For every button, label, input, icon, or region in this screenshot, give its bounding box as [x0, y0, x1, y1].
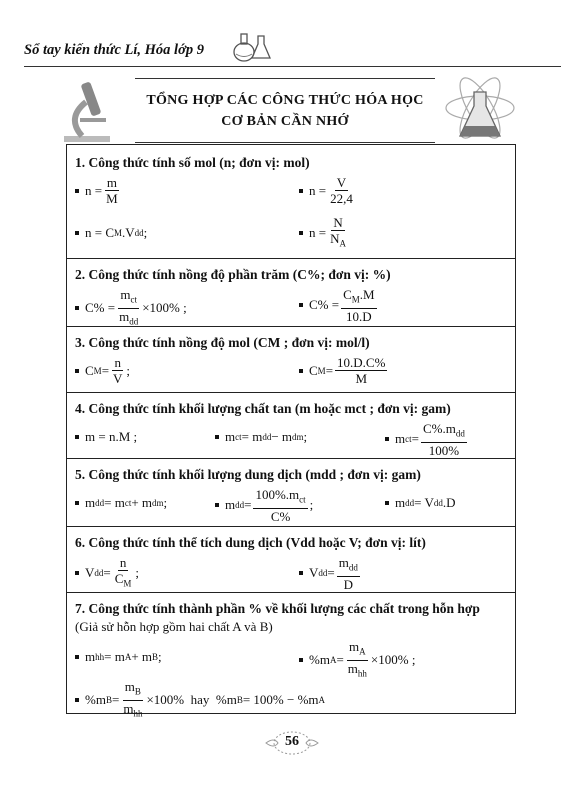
- section-title: 6. Công thức tính thể tích dung dịch (Vdd hoặc V; đơn vị: lít): [75, 535, 426, 550]
- section-mass-percent: [67, 593, 515, 719]
- formula-CM-n-over-V: C M = $\frac{n}{V}$ ;: [75, 355, 130, 386]
- formula-mdd-sum: m dd = m ct + m dm ;: [75, 495, 167, 511]
- microscope-icon: [60, 78, 120, 144]
- formula-percent-mA: %m A = $\frac{m_A}{m_{hh}}$ ×100% ;: [299, 639, 415, 681]
- formula-C-percent-from-CM: C% = $\frac{C_M.M}{10.D}$: [299, 287, 379, 324]
- formula-n-V-over-22-4: n = $\frac{V}{22,4}$: [299, 175, 357, 206]
- section-percent-concentration: [67, 259, 515, 327]
- page-number-badge: [262, 728, 322, 758]
- header-title: Sổ tay kiến thức Lí, Hóa lớp 9: [24, 42, 204, 58]
- formula-CM-from-C-percent: C M = $\frac{10.D.C\%}{M}$: [299, 355, 389, 386]
- section-title: 4. Công thức tính khối lượng chất tan (m hoặc mct ; đơn vị: gam): [75, 401, 451, 416]
- formula-mct-from-C-percent: m ct = $\frac{C\%.m_{dd}}{100\%}$: [385, 421, 469, 458]
- section-mol: [67, 145, 515, 259]
- title-line-2: CƠ BẢN CẦN NHỚ: [221, 114, 349, 129]
- section-molar-concentration: [67, 327, 515, 393]
- formula-n-CM-Vdd: n = C M .V dd ;: [75, 225, 147, 241]
- formula-mct-difference: m ct = m dd − m dm ;: [215, 429, 307, 445]
- formula-Vdd-mdd-over-D: V dd = $\frac{m_{dd}}{D}$: [299, 555, 362, 592]
- section-title: 7. Công thức tính thành phần % về khối lượng các chất trong hỗn hợp: [75, 601, 480, 616]
- section-title: 3. Công thức tính nồng độ mol (CM ; đơn vị: mol/l): [75, 335, 370, 350]
- section-solution-volume: [67, 527, 515, 593]
- flask-icon: [230, 30, 274, 64]
- formula-m-nM: m = n.M ;: [75, 429, 137, 445]
- section-subtitle: (Giả sử hỗn hợp gồm hai chất A và B): [75, 619, 273, 634]
- atom-flask-icon: [440, 72, 520, 150]
- formula-percent-mB: %m B = $\frac{m_B}{m_{hh}}$ ×100% hay %m B = 100% − %m A: [75, 679, 325, 721]
- formula-Vdd-n-over-CM: V dd = $\frac{n}{C_M}$ ;: [75, 555, 139, 592]
- section-title: 5. Công thức tính khối lượng dung dịch (mdd ; đơn vị: gam): [75, 467, 421, 482]
- formula-table: [66, 144, 516, 719]
- section-solution-mass: [67, 459, 515, 527]
- formula-mdd-Vdd-D: m dd = V dd .D: [385, 495, 456, 511]
- page-number: 56: [285, 734, 299, 749]
- formula-n-m-over-M: n = $\frac{m}{M}$: [75, 175, 122, 206]
- title-box: [135, 78, 435, 144]
- formula-C-percent-mass: C% = $\frac{m_{ct}}{m_{dd}}$ ×100% ;: [75, 287, 187, 329]
- formula-mhh-sum: m hh = m A + m B ;: [75, 649, 162, 665]
- formula-n-N-over-NA: n = $\frac{N}{N_A}$: [299, 215, 350, 252]
- header-rule: [24, 66, 561, 67]
- title-line-1: TỔNG HỢP CÁC CÔNG THỨC HÓA HỌC: [146, 93, 424, 108]
- section-title: 1. Công thức tính số mol (n; đơn vị: mol): [75, 155, 310, 170]
- section-solute-mass: [67, 393, 515, 459]
- section-title: 2. Công thức tính nồng độ phần trăm (C%; đơn vị: %): [75, 267, 391, 282]
- formula-mdd-from-C-percent: m dd = $\frac{100\%.m_{ct}}{C\%}$ ;: [215, 487, 313, 524]
